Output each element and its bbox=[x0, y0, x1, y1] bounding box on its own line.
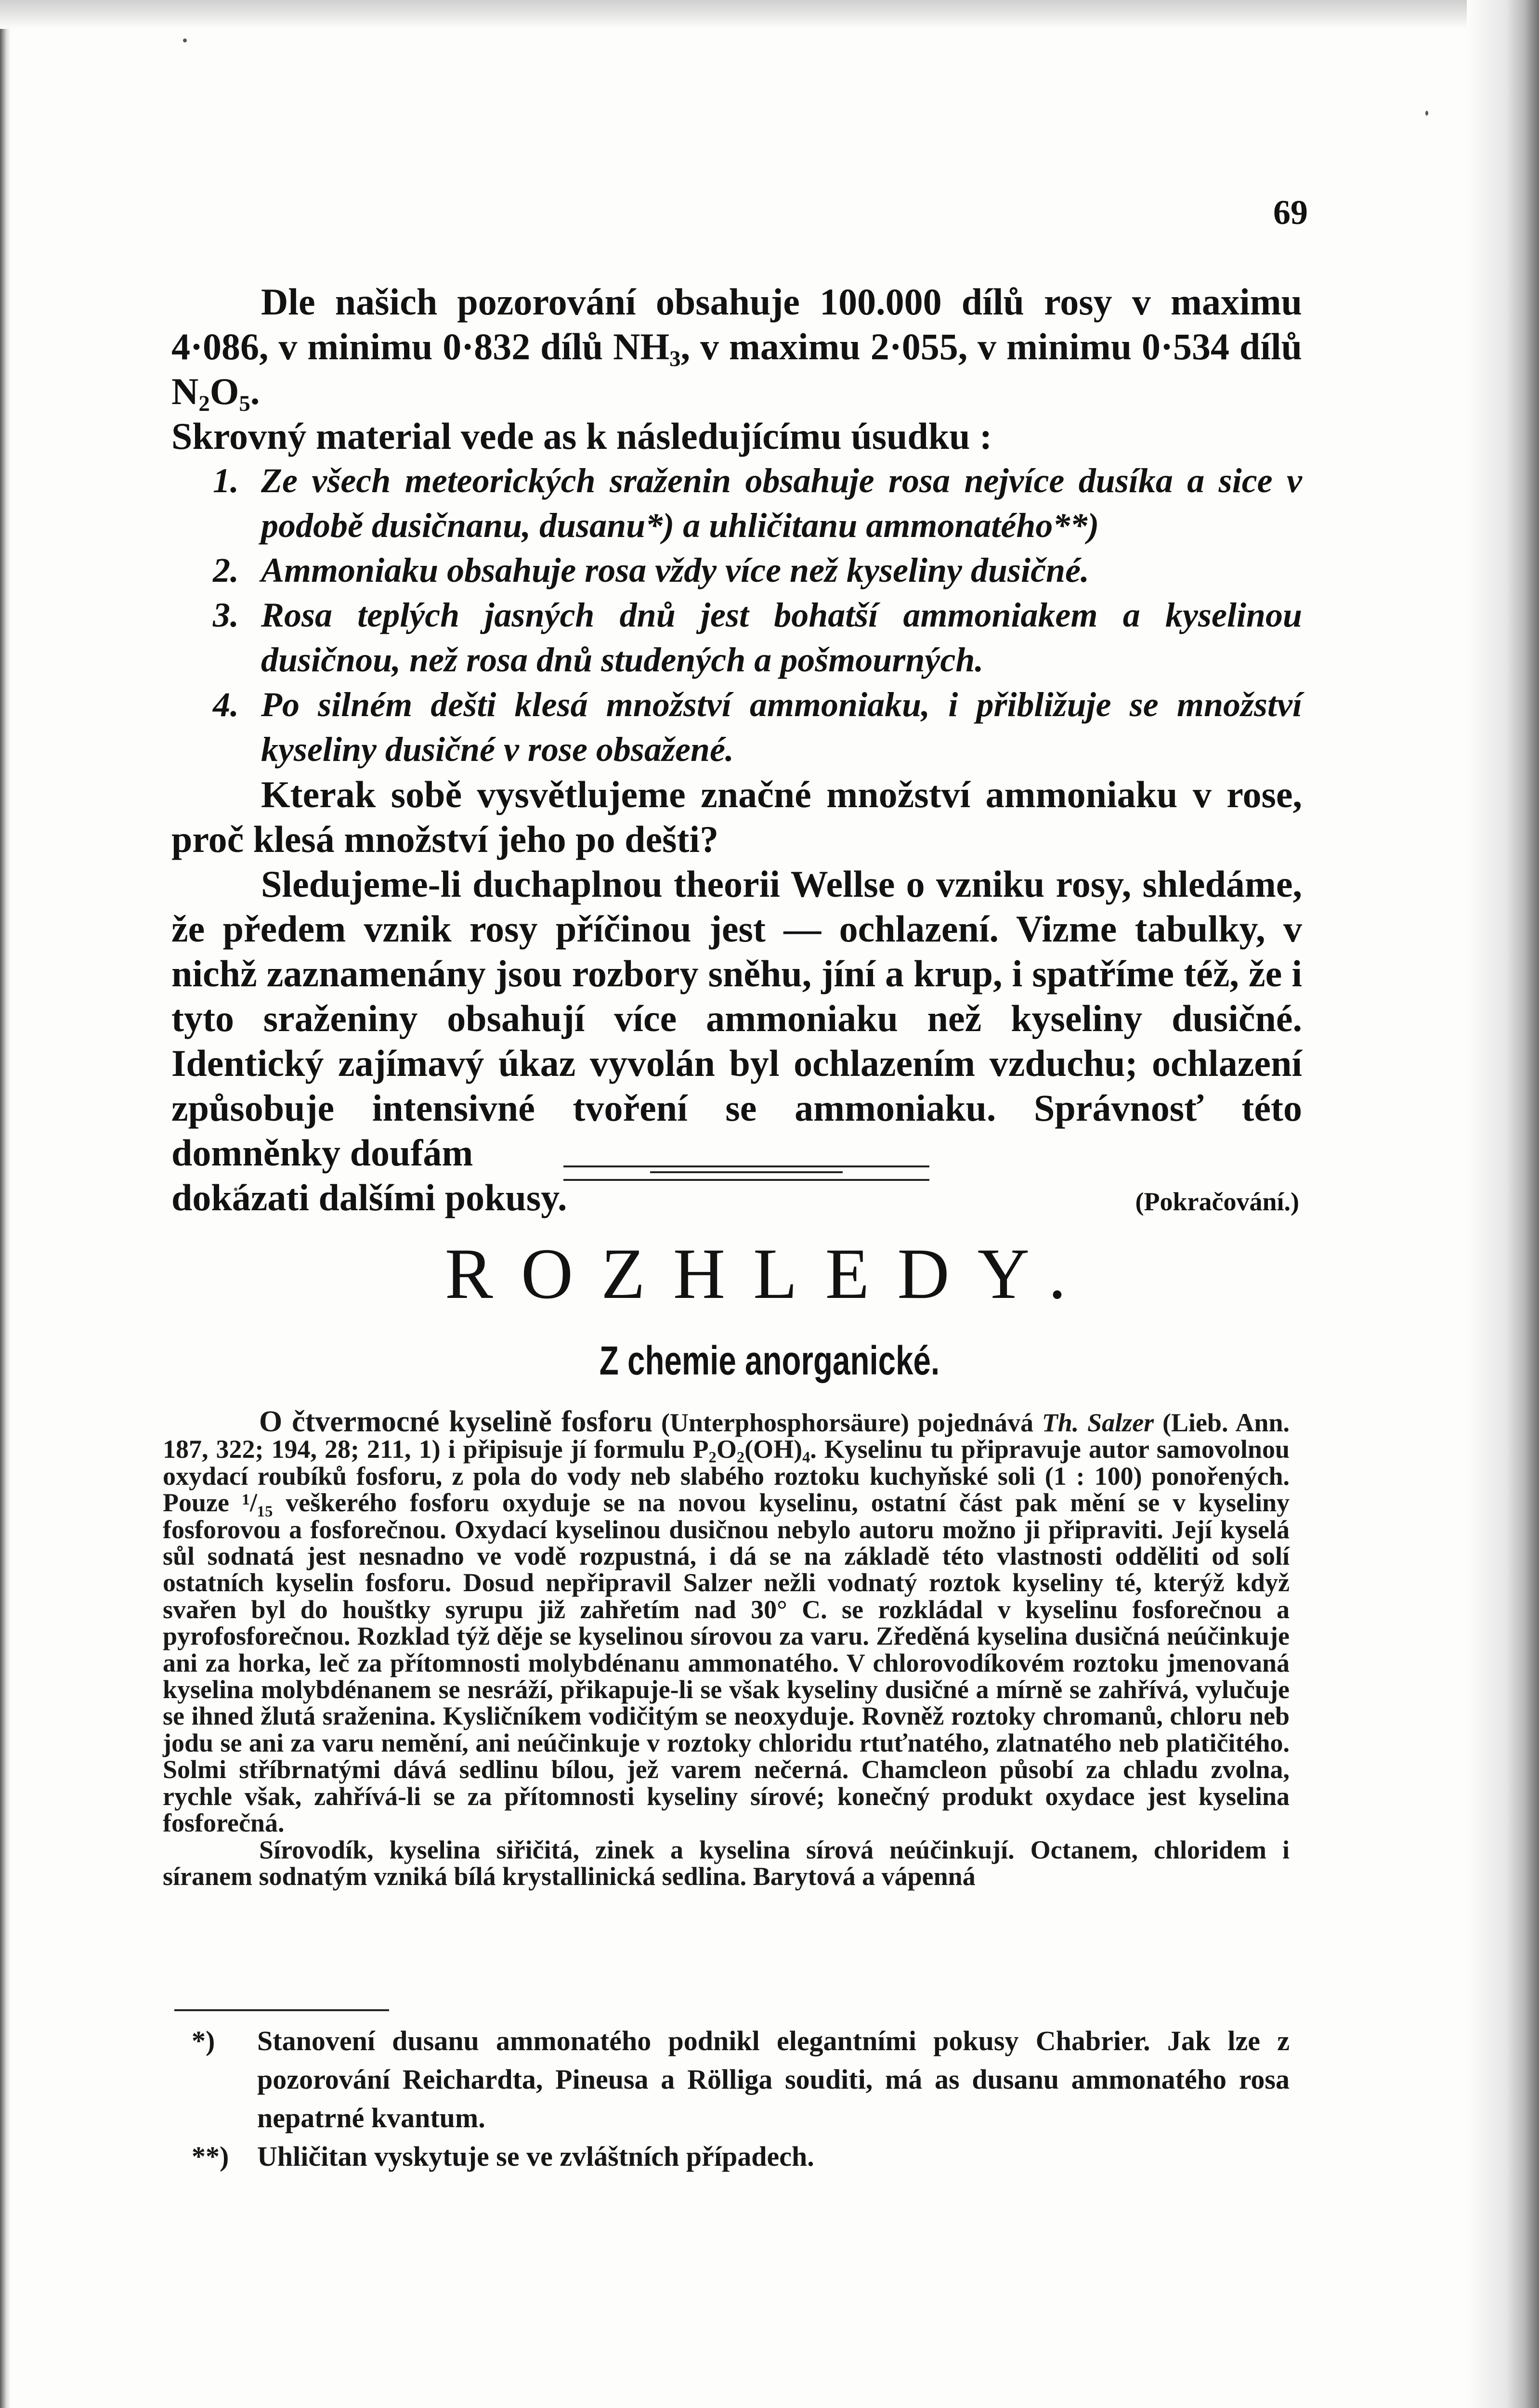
list-item: 2. Ammoniaku obsahuje rosa vždy více než kyseliny dusičné. bbox=[213, 551, 1090, 589]
continuation-note: (Pokračování.) bbox=[1135, 1187, 1299, 1216]
section-subtitle: Z chemie anorganické. bbox=[599, 1338, 940, 1383]
section-divider bbox=[563, 1165, 929, 1181]
article-lead: O čtvermocné kyselině fosforu bbox=[259, 1405, 653, 1438]
list-item: 4. Po silném dešti klesá množství ammoniaku, i přibližuje se množství kyseliny dusičné v rose obsažené. bbox=[213, 685, 1302, 769]
footnote: **) Uhličitan vyskytuje se ve zvláštních případech. bbox=[192, 2141, 814, 2172]
page-edge-shadow bbox=[1467, 0, 1539, 2408]
footnotes bbox=[163, 2009, 1290, 2176]
intro-lead-in: Skrovný material vede as k následujícímu úsudku : bbox=[171, 415, 992, 457]
article-author: Th. Salzer bbox=[1042, 1408, 1154, 1437]
last-line: dokázati dalšími pokusy. (Pokračování.) bbox=[171, 1175, 1302, 1224]
intro-paragraph: Dle našich pozorování obsahuje 100.000 dílů rosy v maximu 4·086, v minimu 0·832 dílů $NH_3$, v maximu 2·055, v minimu 0·534 dílů $N_2O_5$. bbox=[171, 281, 1302, 417]
footnote-rule bbox=[174, 2009, 389, 2011]
dust-speck bbox=[1425, 111, 1428, 116]
article-text bbox=[163, 1405, 1290, 1891]
section-title: ROZHLEDY. bbox=[444, 1234, 1095, 1314]
footnote: *) Stanovení dusanu ammonatého podnikl elegantními pokusy Chabrier. Jak lze z pozorování Reichardta, Pineusa a Rölliga souditi, má as dusanu ammonatého rosa nepatrné kvantum. bbox=[192, 2025, 1290, 2133]
conclusions-list bbox=[171, 458, 1302, 772]
main-text bbox=[171, 279, 1302, 1224]
article-paragraph: Sírovodík, kyselina siřičitá, zinek a kyselina sírová neúčinkují. Octanem, chloridem i síranem sodnatým vzniká bílá krystallinická sedlina. Barytová a vápenná bbox=[163, 1835, 1290, 1891]
list-item: 1. Ze všech meteorických sraženin obsahuje rosa nejvíce dusíka a sice v podobě dusičnanu, dusanu*) a uhličitanu ammonatého**) bbox=[213, 461, 1302, 545]
article-paragraph: O čtvermocné kyselině fosforu (Unterphosphorsäure) pojednává Th. Salzer (Lieb. Ann. 187, 322; 194, 28; 211, 1) i připisuje jí formulu $P_2O_2(OH)_4$. Kyselinu tu připravuje autor samovolnou oxydací roubíků fosforu, z pola do vody neb slabého roztoku kuchyňské soli (1 : 100) ponořených. Pouze ¹/₁₅ veškerého fosforu oxyduje se na novou kyselinu, ostatní část pak mění se v kyseliny fosforovou a fosforečnou. Oxydací kyselinou dusičnou nebylo autoru možno ji připraviti. Její kyselá sůl sodnatá jest nesnadno ve vodě rozpustná, i dá se na základě této vlastnosti odděliti od solí ostatních kyselin fosforu. Dosud nepřipravil Salzer nežli vodnatý roztok kyseliny té, kterýž když svařen byl do houštky syrupu již zahřetím nad 30° C. se rozkládal v kyselinu fosforečnou a pyrofosforečnou. Rozklad týž děje se kyselinou sírovou za varu. Zředěná kyselina dusičná neúčinkuje ani za horka, leč za přítomnosti molybdénanu ammonatého. V chlorovodíkovém roztoku jmenovaná kyselina molybdénanem se nesráží, přikapuje-li se však kyseliny dusičné a mírně se zahřívá, vylučuje se ihned žlutá sraženina. Kysličníkem vodičitým se neoxyduje. Rovněž roztoky chromanů, chloru neb jodu se ani za varu nemění, ani neúčinkuje v roztoky chloridu rtuťnatého, zlatnatého neb platičitého. Solmi stříbrnatými dává sedlinu bílou, jež varem nečerná. Chamcleon působí za chladu zvolna, rychle však, zahřívá-li se za přítomnosti kyseliny sírové; konečný produkt oxydace jest kyselina fosforečná. bbox=[163, 1405, 1290, 1838]
question-paragraph: Kterak sobě vysvětlujeme značné množství ammoniaku v rose, proč klesá množství jeho po dešti? bbox=[171, 773, 1302, 860]
dust-speck bbox=[183, 39, 187, 42]
binding-shadow bbox=[0, 0, 11, 2408]
theory-paragraph: Sledujeme-li duchaplnou theorii Wellse o vzniku rosy, shledáme, že předem vznik rosy příčinou jest — ochlazení. Vizme tabulky, v nichž zaznamenány jsou rozbory sněhu, jíní a krup, i spatříme též, že i tyto sraženiny obsahují více ammoniaku než kyseliny dusičné. Identický zajímavý úkaz vyvolán byl ochlazením vzduchu; ochlazení způsobuje intensivné tvoření se ammoniaku. Správnosť této domněnky doufám bbox=[171, 863, 1302, 1174]
list-item: 3. Rosa teplých jasných dnů jest bohatší ammoniakem a kyselinou dusičnou, než rosa dnů studených a pošmourných. bbox=[213, 596, 1302, 679]
page-number: 69 bbox=[1273, 193, 1308, 232]
top-edge-shadow bbox=[0, 0, 1539, 29]
